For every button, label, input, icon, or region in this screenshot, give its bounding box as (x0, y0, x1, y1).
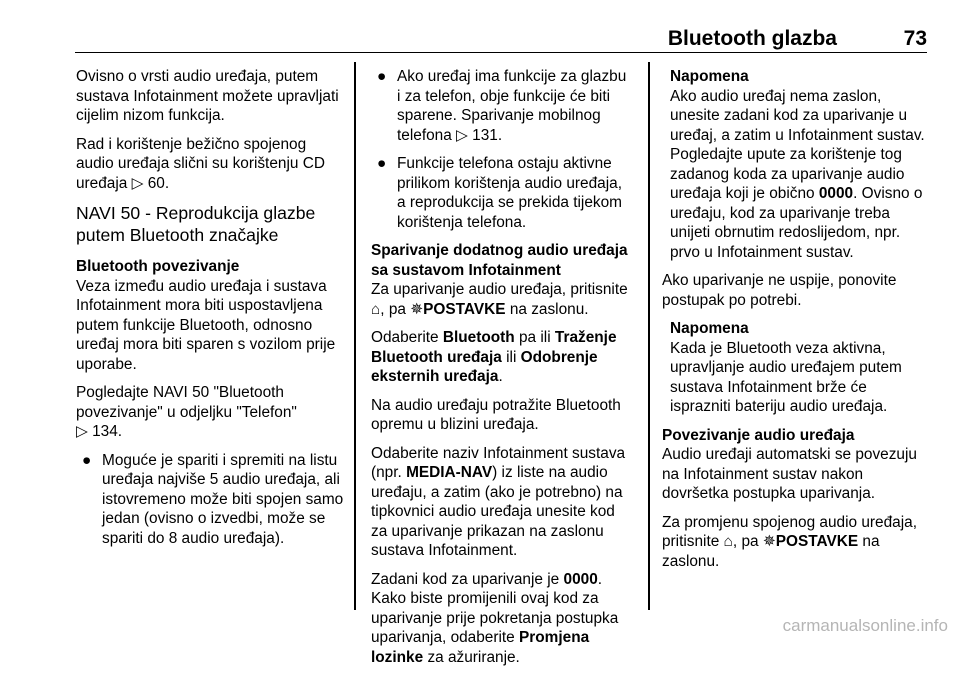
subheading: Povezivanje audio uređaja (662, 426, 855, 444)
note-box: Napomena Kada je Bluetooth veza aktivna, upravljanje audio uređajem putem sustava Infotainment brže će isprazniti bateriju audio uređaja. (662, 319, 930, 417)
paragraph: Odaberite naziv Infotainment sustava (npr. MEDIA-NAV) iz liste na audio uređaju, a zatim (ako je potrebno) na tipkovnici audio uređaja unesite kod za uparivanje prikazan na zaslonu sustava Infotainment. (371, 444, 626, 559)
paragraph: Pogledajte NAVI 50 "Bluetooth povezivanje" u odjeljku "Telefon" ▷ 134. (76, 384, 297, 440)
subheading: Sparivanje dodatnog audio uređaja sa sustavom Infotainment (371, 242, 628, 279)
bullet-item: ● Ako uređaj ima funkcije za glazbu i za telefon, obje funkcije će biti sparene. Sparivanje mobilnog telefona ▷ 131. (377, 68, 627, 144)
paragraph: Ovisno o vrsti audio uređaja, putem sustava Infotainment možete upravljati cijelim nizom funkcija. (76, 68, 339, 124)
note-title: Napomena (670, 320, 749, 337)
section-heading: NAVI 50 - Reprodukcija glazbe putem Bluetooth značajke (76, 203, 316, 245)
paragraph: Rad i korištenje bežično spojenog audio uređaja slični su korištenju CD uređaja ▷ 60. (76, 135, 325, 192)
note-title: Napomena (670, 68, 749, 85)
column-divider (354, 62, 356, 610)
paragraph: Odaberite Bluetooth pa ili Traženje Bluetooth uređaja ili Odobrenje eksternih uređaja. (371, 329, 617, 385)
page-ref-link[interactable]: 60. (147, 174, 170, 192)
page-ref-arrow-icon: ▷ (76, 423, 88, 440)
subheading: Bluetooth povezivanje (76, 258, 240, 275)
column-divider (648, 62, 650, 610)
paragraph: Ako uparivanje ne uspije, ponovite postupak po potrebi. (662, 272, 897, 309)
bullet-item: ● Funkcije telefona ostaju aktivne prilikom korištenja audio uređaja, a reprodukcija se prekida tijekom korištenja telefona. (377, 155, 622, 231)
page-title: Bluetooth glazba (667, 27, 837, 50)
paragraph: Zadani kod za uparivanje je 0000. Kako biste promijenili ovaj kod za uparivanje prije pokretanja postupka uparivanja, odaberite Promjena lozinke za ažuriranje. (371, 570, 619, 666)
paragraph: Veza između audio uređaja i sustava Infotainment mora biti uspostavljena putem funkcije Bluetooth, odnosno uređaj mora biti sparen s vozilom prije uporabe. (76, 277, 336, 373)
bullet-icon: ● (377, 155, 387, 172)
home-icon: ⌂ (723, 533, 733, 550)
column-2 (371, 67, 633, 676)
page-ref-link[interactable]: 134. (92, 423, 123, 440)
note-box: Napomena Ako audio uređaj nema zaslon, unesite zadani kod za uparivanje u uređaj, a zatim u Infotainment sustav. Pogledajte upute za korištenje tog zadanog koda za uparivanje audio uređaja koji je obično 0000. Ovisno o uređaju, kod za uparivanje treba unijeti obrnutim redoslijedom, npr. prvo u Infotainment sustav. (662, 67, 930, 262)
page-ref-link[interactable]: 131. (472, 126, 503, 144)
page-header (75, 27, 927, 53)
paragraph: Za uparivanje audio uređaja, pritisnite ⌂, pa ✵POSTAVKE na zaslonu. (371, 281, 628, 318)
paragraph: Audio uređaji automatski se povezuju na Infotainment sustav nakon dovršetka postupka uparivanja. (662, 446, 917, 502)
bullet-icon: ● (377, 68, 387, 85)
watermark: carmanualsonline.info (782, 616, 948, 635)
bullet-item: ● Moguće je spariti i spremiti na listu uređaja najviše 5 audio uređaja, ali istovremeno može biti spojen samo jedan (ovisno o izvedbi, može se spariti do 8 audio uređaja). (82, 451, 344, 547)
page-ref-arrow-icon: ▷ (131, 174, 144, 192)
settings-icon: ✵ (762, 533, 776, 550)
column-3 (662, 67, 930, 580)
paragraph: Za promjenu spojenog audio uređaja, pritisnite ⌂, pa ✵POSTAVKE na zaslonu. (662, 513, 917, 570)
bullet-icon: ● (82, 451, 92, 469)
column-1 (76, 67, 346, 557)
settings-icon: ✵ (410, 300, 424, 318)
page-ref-arrow-icon: ▷ (456, 126, 468, 144)
page-number: 73 (903, 27, 927, 50)
paragraph: Na audio uređaju potražite Bluetooth opremu u blizini uređaja. (371, 396, 621, 433)
home-icon: ⌂ (371, 300, 381, 318)
